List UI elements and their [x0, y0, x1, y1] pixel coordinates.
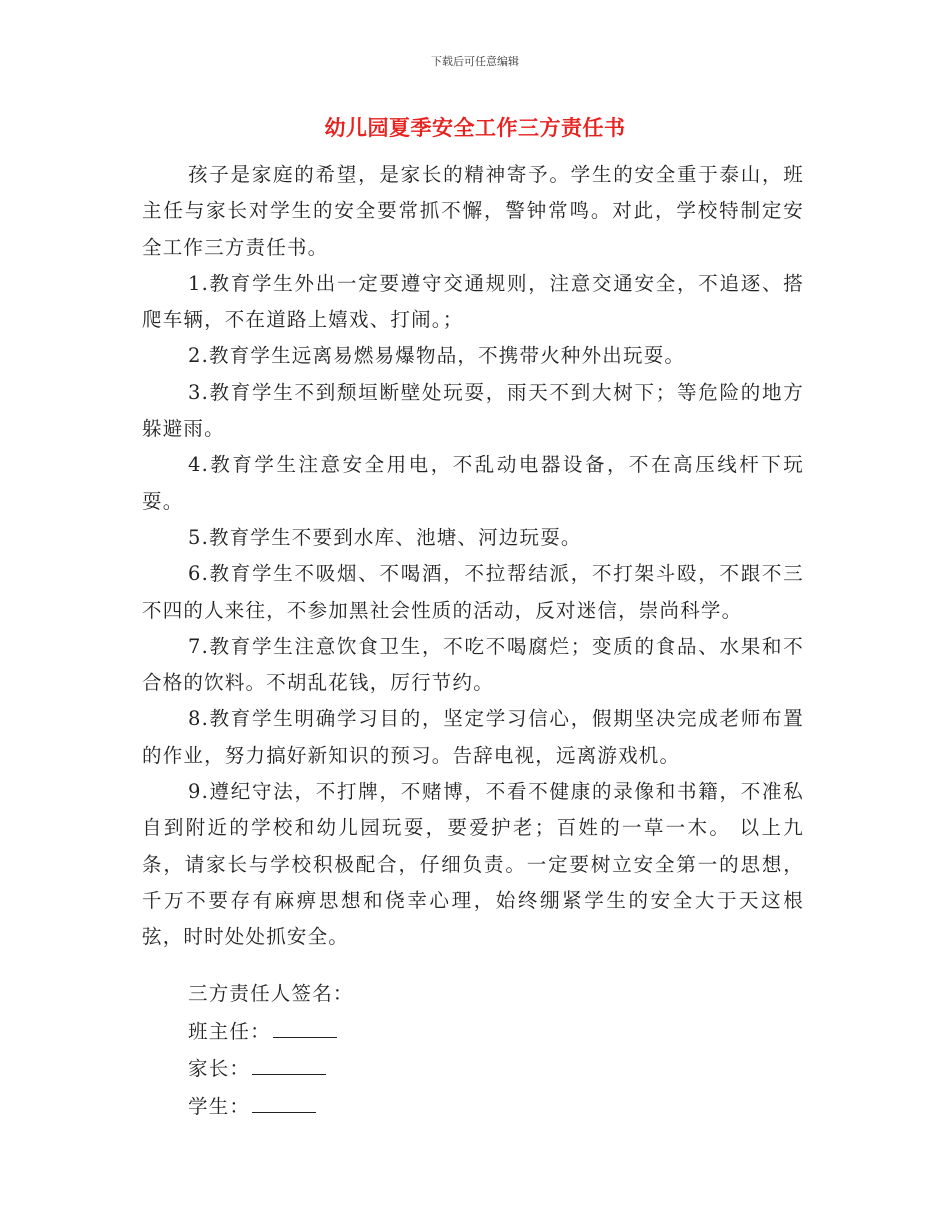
document-title: 幼儿园夏季安全工作三方责任书: [324, 116, 626, 140]
document-body: [142, 157, 804, 956]
parent-label: 家长：: [188, 1057, 251, 1080]
signature-heading: 三方责任人签名：: [188, 982, 354, 1005]
signature-row-student: [188, 1088, 688, 1126]
header-note: 下载后可任意编辑: [431, 55, 519, 68]
signature-row-teacher: [188, 1013, 688, 1051]
rule-item-7: 7.教育学生注意饮食卫生，不吃不喝腐烂；变质的食品、水果和不合格的饮料。不胡乱花钱，厉行节约。: [142, 634, 804, 695]
rule-item-1: 1.教育学生外出一定要遵守交通规则，注意交通安全，不追逐、搭爬车辆，不在道路上嬉戏、打闹。；: [142, 271, 804, 332]
student-signature-blank[interactable]: [252, 1090, 316, 1113]
intro-paragraph: 孩子是家庭的希望，是家长的精神寄予。学生的安全重于泰山，班主任与家长对学生的安全要常抓不懈，警钟常鸣。对此，学校特制定安全工作三方责任书。: [142, 163, 804, 259]
signature-block: [188, 975, 688, 1125]
rule-item-5: 5.教育学生不要到水库、池塘、河边玩耍。: [188, 525, 582, 549]
rule-item-3: 3.教育学生不到颓垣断壁处玩耍，雨天不到大树下；等危险的地方躲避雨。: [142, 380, 804, 441]
rule-item-8: 8.教育学生明确学习目的，坚定学习信心，假期坚决完成老师布置的作业，努力搞好新知识的预习。告辞电视，远离游戏机。: [142, 707, 804, 767]
teacher-label: 班主任：: [188, 1019, 271, 1043]
rule-item-9: 9.遵纪守法，不打牌，不赌博，不看不健康的录像和书籍，不准私自到附近的学校和幼儿园玩耍，要爱护老；百姓的一草一木。 以上九条，请家长与学校积极配合，仔细负责。一定要树立安全第一的思想，千万不要存有麻痹思想和侥幸心理，始终绷紧学生的安全大于天这根弦，时时处处抓安全。: [142, 780, 804, 949]
teacher-signature-blank[interactable]: [273, 1015, 337, 1038]
parent-signature-blank[interactable]: [252, 1052, 326, 1075]
student-label: 学生：: [188, 1094, 251, 1118]
rule-item-2: 2.教育学生远离易燃易爆物品，不携带火种外出玩耍。: [188, 344, 686, 368]
signature-row-parent: [188, 1050, 688, 1088]
rule-item-4: 4.教育学生注意安全用电，不乱动电器设备，不在高压线杆下玩耍。: [142, 453, 804, 513]
rule-item-6: 6.教育学生不吸烟、不喝酒，不拉帮结派，不打架斗殴，不跟不三不四的人来往，不参加黑社会性质的活动，反对迷信，崇尚科学。: [142, 562, 804, 622]
